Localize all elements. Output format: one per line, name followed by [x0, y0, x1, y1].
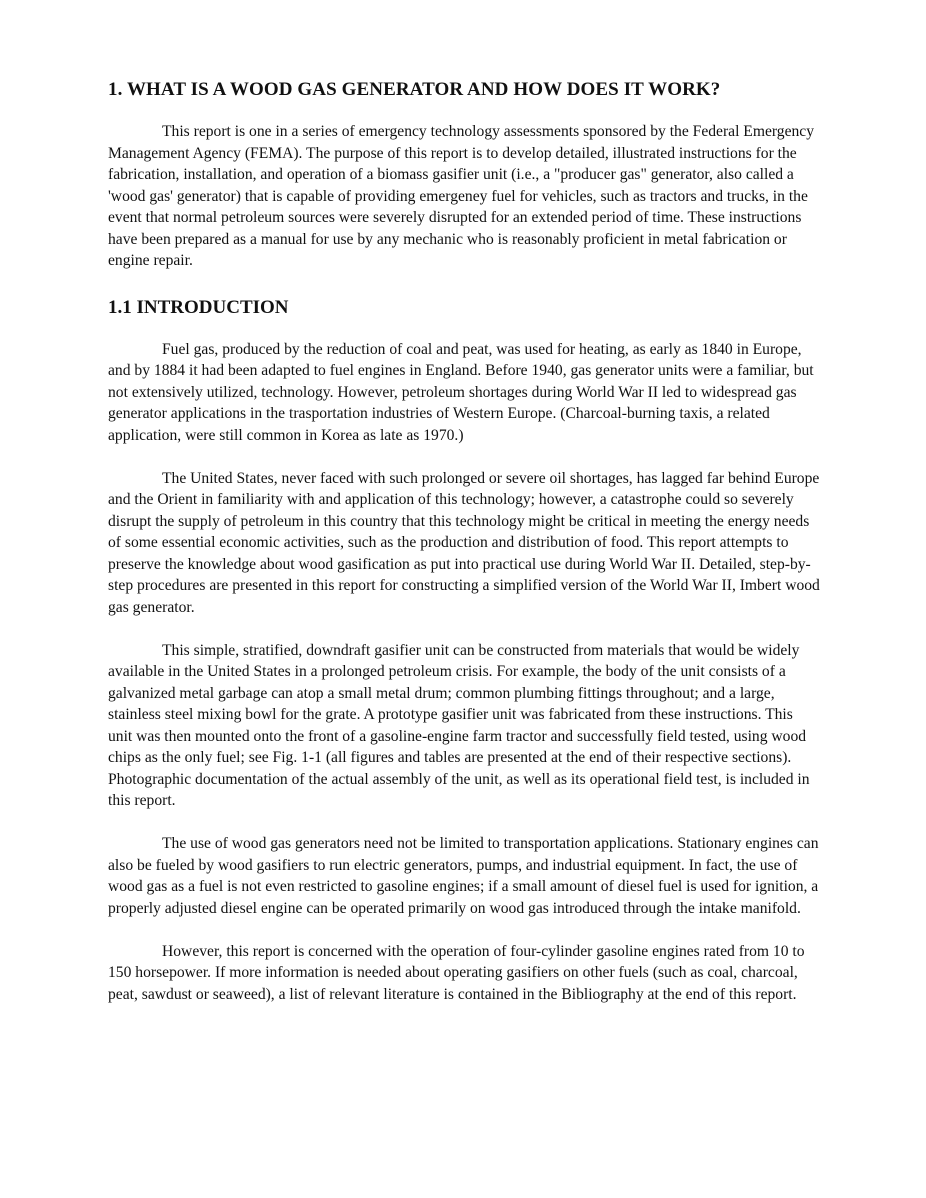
- section-heading: 1. WHAT IS A WOOD GAS GENERATOR AND HOW DOES IT WORK?: [108, 79, 721, 100]
- paragraph-united-states: The United States, never faced with such prolonged or severe oil shortages, has lagged far behind Europe and the Orient in familiarity with and application of this technology; however, a catastrophe could so severely disrupt the supply of petroleum in this country that this technology might be critical in meeting the energy needs of some essential economic activities, such as the production and distribution of food. This report attempts to preserve the knowledge about wood gasification as put into practical use during World War II. Detailed, step-by-step procedures are presented in this report for constructing a simplified version of the World War II, Imbert wood gas generator.: [108, 469, 820, 616]
- document-page: [108, 78, 820, 1027]
- paragraph-fema-purpose: This report is one in a series of emergency technology assessments sponsored by the Federal Emergency Management Agency (FEMA). The purpose of this report is to develop detailed, illustrated instructions for the fabrication, installation, and operation of a biomass gasifier unit (i.e., a "producer gas" generator, also called a 'wood gas' generator) that is capable of providing emergeney fuel for vehicles, such as tractors and trucks, in the event that normal petroleum sources were severely disrupted for an extended period of time. These instructions have been prepared as a manual for use by any mechanic who is reasonably proficient in metal fabrication or engine repair.: [108, 123, 815, 269]
- paragraph-downdraft-gasifier: This simple, stratified, downdraft gasifier unit can be constructed from materials that would be widely available in the United States in a prolonged petroleum crisis. For example, the body of the unit consists of a galvanized metal garbage can atop a small metal drum; common plumbing fittings throughout; and a large, stainless steel mixing bowl for the grate. A prototype gasifier unit was fabricated from these instructions. This unit was then mounted onto the front of a gasoline-engine farm tractor and successfully field tested, using wood chips as the only fuel; see Fig. 1-1 (all figures and tables are presented at the end of their respective sections). Photographic documentation of the actual assembly of the unit, as well as its operational field test, is included in this report.: [108, 641, 810, 809]
- subsection-heading-introduction: 1.1 INTRODUCTION: [108, 296, 289, 318]
- paragraph-stationary-engines: The use of wood gas generators need not be limited to transportation applications. Stationary engines can also be fueled by wood gasifiers to run electric generators, pumps, and industrial equipment. In fact, the use of wood gas as a fuel is not even restricted to gasoline engines; if a small amount of diesel fuel is used for ignition, a properly adjusted diesel engine can be operated primarily on wood gas introduced through the intake manifold.: [108, 835, 819, 917]
- paragraph-four-cylinder-engines: However, this report is concerned with the operation of four-cylinder gasoline engines rated from 10 to 150 horsepower. If more information is needed about operating gasifiers on other fuels (such as coal, charcoal, peat, sawdust or seaweed), a list of relevant literature is contained in the Bibliography at the end of this report.: [108, 942, 805, 1003]
- paragraph-fuel-gas-history: Fuel gas, produced by the reduction of coal and peat, was used for heating, as early as 1840 in Europe, and by 1884 it had been adapted to fuel engines in England. Before 1940, gas generator units were a familiar, but not extensively utilized, technology. However, petroleum shortages during World War II led to widespread gas generator applications in the trasportation industries of Western Europe. (Charcoal-burning taxis, a related application, were still common in Korea as late as 1970.): [108, 340, 814, 444]
